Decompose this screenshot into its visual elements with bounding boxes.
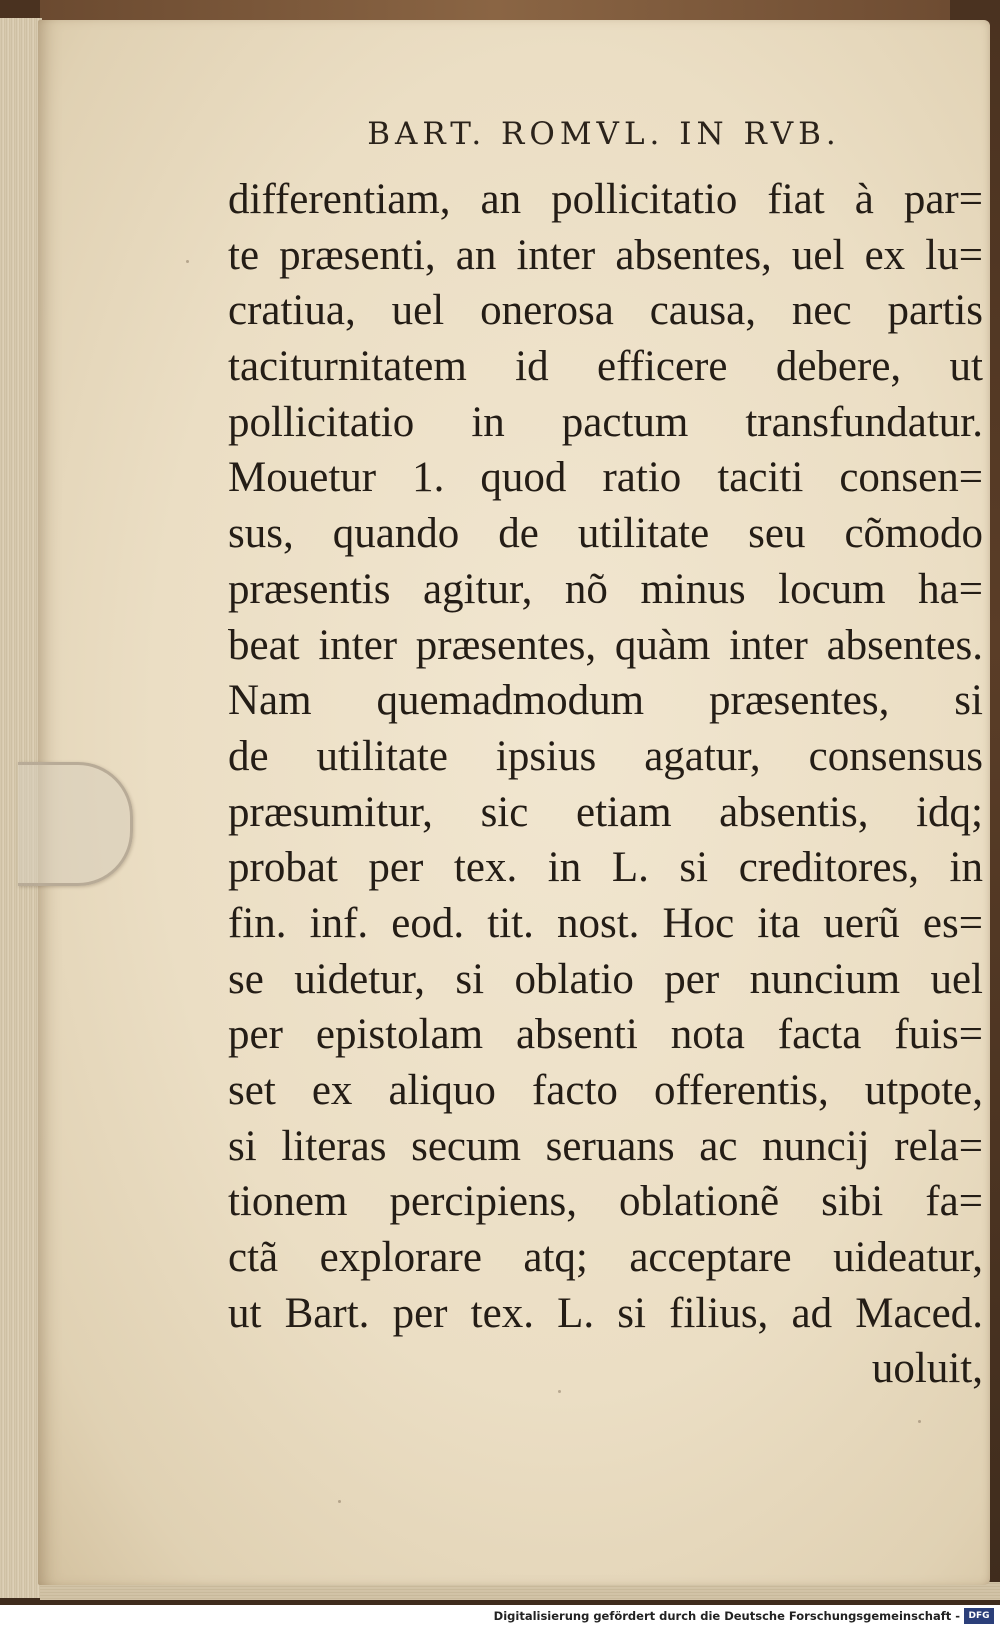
text-line: cratiua, uel onerosa causa, nec partis	[228, 287, 983, 335]
paper-speck	[186, 260, 189, 263]
running-head: BART. ROMVL. IN RVB.	[367, 116, 841, 152]
text-line: præsentis agitur, nõ minus locum ha=	[228, 565, 983, 613]
text-line: Nam quemadmodum præsentes, si	[228, 677, 983, 725]
text-line: fin. inf. eod. tit. nost. Hoc ita uerũ es=	[228, 899, 983, 947]
text-line: beat inter præsentes, quàm inter absentes.	[228, 621, 983, 669]
text-line: te præsenti, an inter absentes, uel ex lu=	[228, 231, 983, 279]
text-line: differentiam, an pollicitatio fiat à par=	[228, 176, 983, 223]
text-line: set ex aliquo facto offerentis, utpote,	[228, 1067, 983, 1114]
text-line: ctã explorare atq; acceptare uideatur,	[228, 1234, 983, 1282]
book-page	[38, 20, 990, 1585]
paper-speck	[338, 1500, 341, 1503]
text-line: Mouetur 1. quod ratio taciti consen=	[228, 454, 983, 502]
funding-credit: Digitalisierung gefördert durch die Deutsche Forschungsgemeinschaft -	[493, 1609, 960, 1623]
paper-speck	[558, 1390, 561, 1393]
text-line: sus, quando de utilitate seu cõmodo	[228, 510, 983, 558]
text-line: pollicitatio in pactum transfundatur.	[228, 398, 983, 446]
text-line: per epistolam absenti nota facta fuis=	[228, 1011, 983, 1059]
catchword: uoluit,	[871, 1345, 983, 1393]
text-line: præsumitur, sic etiam absentis, idq;	[228, 788, 983, 836]
text-line: ut Bart. per tex. L. si filius, ad Maced.	[228, 1289, 983, 1337]
text-line: taciturnitatem id efficere debere, ut	[228, 343, 983, 391]
text-line: si literas secum seruans ac nuncij rela=	[228, 1122, 983, 1170]
text-line: tionem percipiens, oblationẽ sibi fa=	[228, 1178, 983, 1226]
dfg-logo: DFG	[964, 1608, 994, 1624]
footer-bar	[0, 1605, 1000, 1629]
text-block	[228, 172, 983, 1397]
page-clip	[18, 762, 133, 886]
text-line: se uidetur, si oblatio per nuncium uel	[228, 955, 983, 1003]
paper-speck	[918, 1420, 921, 1423]
text-line: probat per tex. in L. si creditores, in	[228, 844, 983, 892]
text-line: de utilitate ipsius agatur, consensus	[228, 732, 983, 780]
